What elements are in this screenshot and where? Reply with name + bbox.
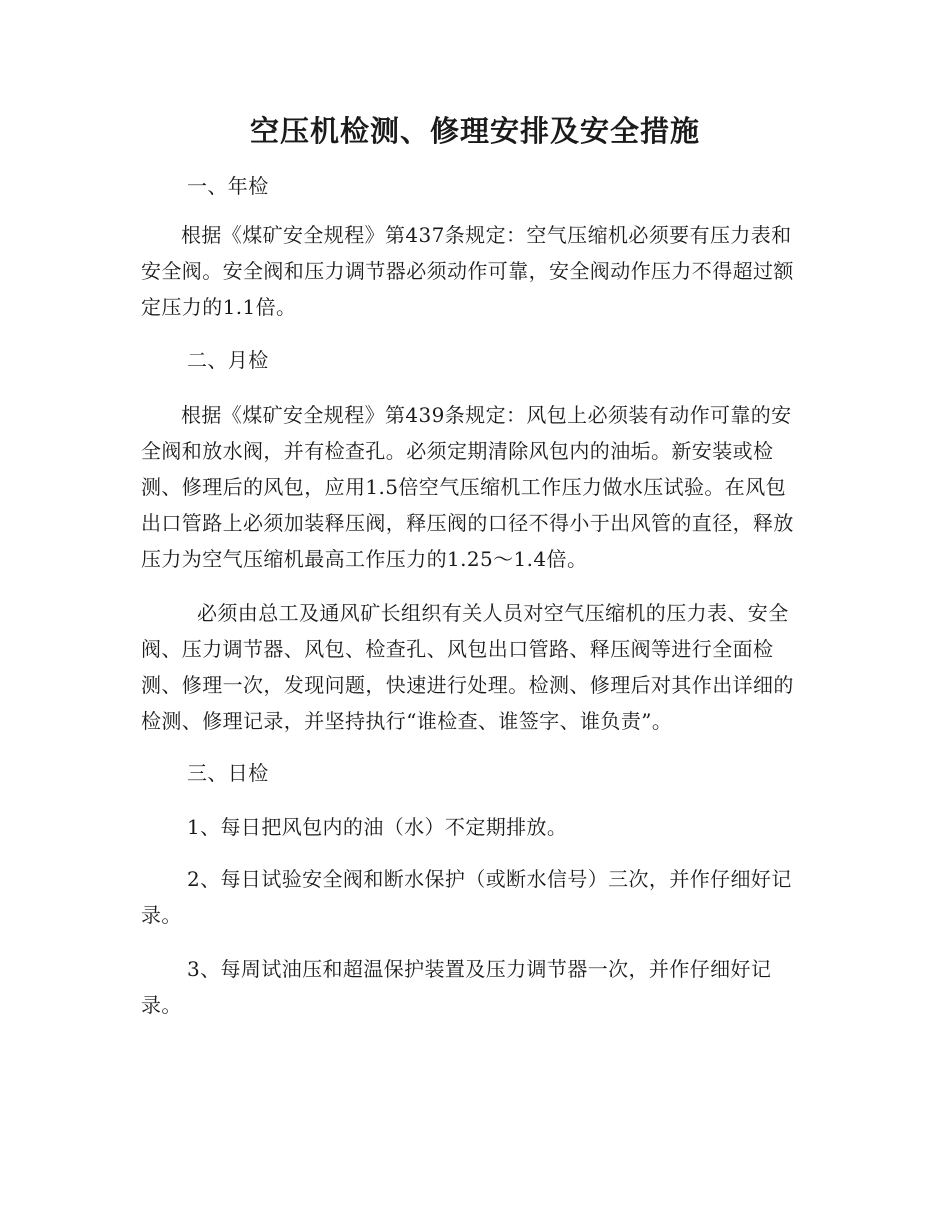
daily-item-3: 3、每周试油压和超温保护装置及压力调节器一次，并作仔细好记录。	[141, 957, 772, 1017]
monthly-paragraph-2: 必须由总工及通风矿长组织有关人员对空气压缩机的压力表、安全阀、压力调节器、风包、检查孔、风包出口管路、释压阀等进行全面检测、修理一次，发现问题，快速进行处理。检测、修理后对其作出详细的检测、修理记录，并坚持执行“谁检查、谁签字、谁负责”。	[141, 601, 794, 733]
annual-paragraph: 根据《煤矿安全规程》第437条规定：空气压缩机必须要有压力表和安全阀。安全阀和压力调节器必须动作可靠，安全阀动作压力不得超过额定压力的1.1倍。	[141, 223, 794, 319]
document-title: 空压机检测、修理安排及安全措施	[249, 114, 700, 148]
daily-item-2: 2、每日试验安全阀和断水保护（或断水信号）三次，并作仔细好记录。	[141, 867, 792, 927]
section-heading-annual: 一、年检	[187, 174, 269, 198]
section-heading-monthly: 二、月检	[187, 348, 269, 372]
daily-item-1: 1、每日把风包内的油（水）不定期排放。	[187, 815, 568, 839]
section-heading-daily: 三、日检	[187, 761, 269, 785]
monthly-paragraph-1: 根据《煤矿安全规程》第439条规定：风包上必须装有动作可靠的安全阀和放水阀，并有检查孔。必须定期清除风包内的油垢。新安装或检测、修理后的风包，应用1.5倍空气压缩机工作压力做水压试验。在风包出口管路上必须加装释压阀，释压阀的口径不得小于出风管的直径，释放压力为空气压缩机最高工作压力的1.25～1.4倍。	[141, 403, 794, 571]
document-body	[141, 168, 806, 1023]
